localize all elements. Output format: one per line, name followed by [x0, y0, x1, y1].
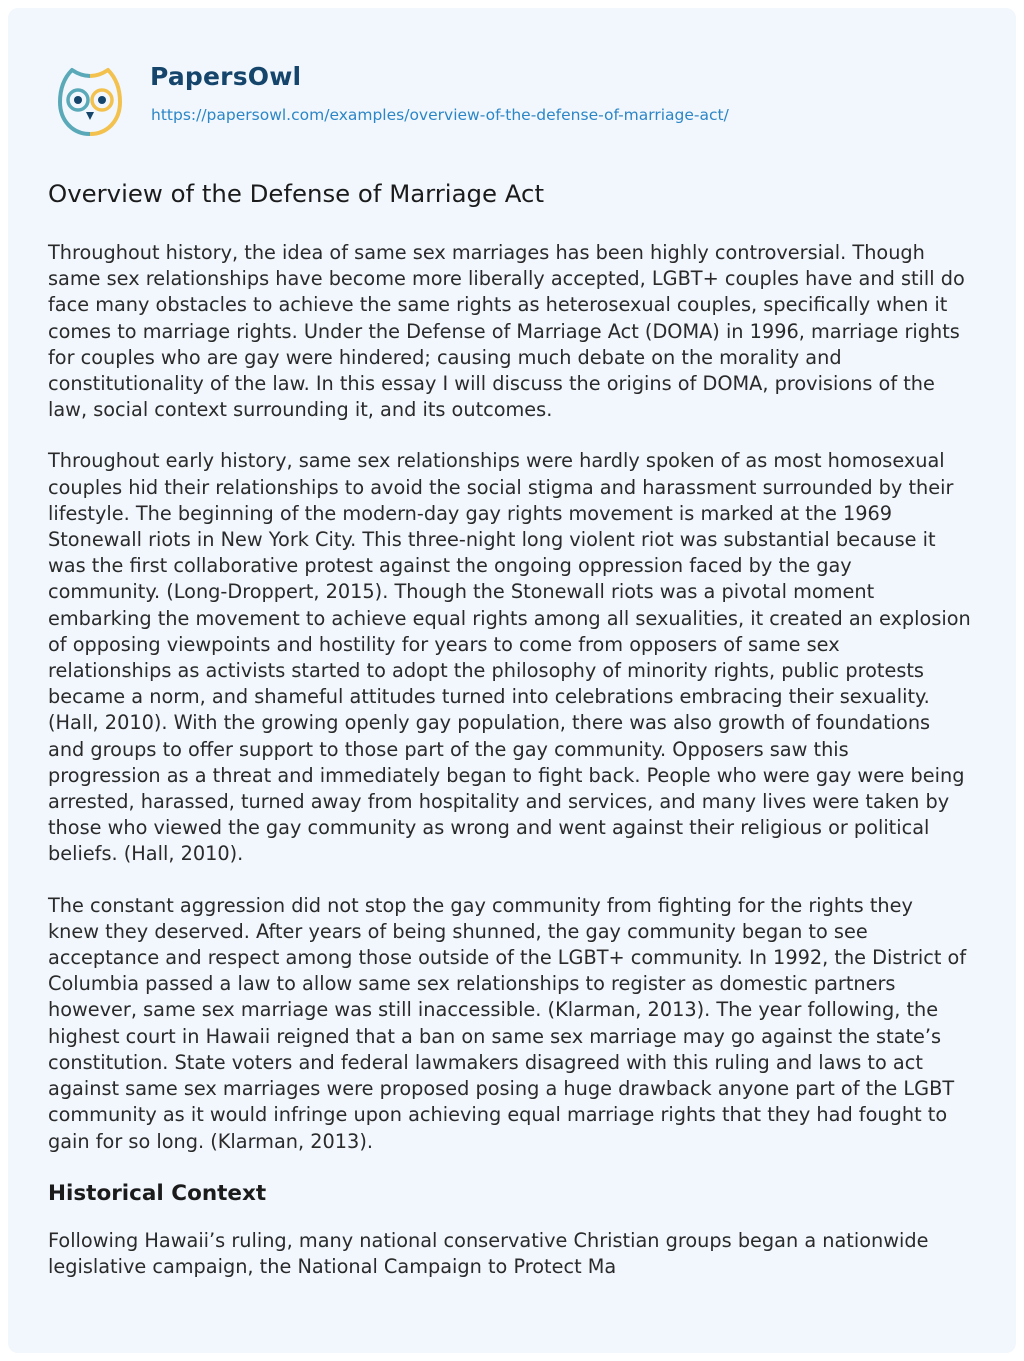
paragraph-line: constitutionality of the law. In this essay I will discuss the origins of DOMA, provisions of the — [48, 372, 935, 396]
paragraph-3 — [48, 893, 988, 1155]
paragraph-line: The constant aggression did not stop the gay community from fighting for the rights they — [48, 893, 913, 917]
paragraph-line: highest court in Hawaii reigned that a ban on same sex marriage may go against the state’s — [48, 1024, 942, 1048]
paragraph-line: became a norm, and shameful attitudes turned into celebrations embracing their sexuality. — [48, 685, 930, 709]
paragraph-line: beliefs. (Hall, 2010). — [48, 842, 244, 866]
paragraph-line: Columbia passed a law to allow same sex relationships to register as domestic partners — [48, 972, 896, 996]
paragraph-2 — [48, 448, 988, 867]
paragraph-line: progression as a threat and immediately began to fight back. People who were gay were being — [48, 763, 965, 787]
paragraph-line: constitution. State voters and federal lawmakers disagreed with this ruling and laws to act — [48, 1050, 923, 1074]
page-title: Overview of the Defense of Marriage Act — [48, 179, 545, 208]
paragraph-line: face many obstacles to achieve the same rights as heterosexual couples, specifically when it — [48, 293, 948, 317]
paragraph-line: of opposing viewpoints and hostility for years to come from opposers of same sex — [48, 632, 840, 656]
paragraph-line: lifestyle. The beginning of the modern-day gay rights movement is marked at the 1969 — [48, 501, 893, 525]
paragraph-line: couples hid their relationships to avoid the social stigma and harassment surrounded by their — [48, 475, 954, 499]
paragraph-line: for couples who are gay were hindered; causing much debate on the morality and — [48, 345, 842, 369]
paragraph-line: acceptance and respect among those outside of the LGBT+ community. In 1992, the District of — [48, 946, 967, 970]
paragraph-line: Throughout history, the idea of same sex marriages has been highly controversial. Though — [48, 241, 925, 264]
owl-logo-icon — [50, 60, 130, 140]
paragraph-line: knew they deserved. After years of being shunned, the gay community began to see — [48, 919, 868, 943]
paragraph-line: (Hall, 2010). With the growing openly gay population, there was also growth of foundations — [48, 711, 931, 735]
paragraph-line: gain for so long. (Klarman, 2013). — [48, 1129, 373, 1153]
paragraph-1 — [48, 240, 988, 423]
paragraph-line: against same sex marriages were proposed posing a huge drawback anyone part of the LGBT — [48, 1077, 955, 1101]
site-header — [50, 60, 990, 150]
document-card — [8, 8, 1016, 1353]
paragraph-line: those who viewed the gay community as wrong and went against their religious or political — [48, 816, 930, 840]
paragraph-line: Following Hawaii’s ruling, many national conservative Christian groups began a nationwide — [48, 1228, 929, 1252]
essay-body — [48, 240, 988, 1305]
paragraph-line: comes to marriage rights. Under the Defense of Marriage Act (DOMA) in 1996, marriage rights — [48, 319, 960, 343]
paragraph-line: same sex relationships have become more liberally accepted, LGBT+ couples have and still do — [48, 267, 965, 291]
paragraph-line: community. (Long-Droppert, 2015). Though the Stonewall riots was a pivotal moment — [48, 580, 875, 604]
paragraph-line: Stonewall riots in New York City. This three-night long violent riot was substantial because it — [48, 528, 936, 552]
section-heading: Historical Context — [48, 1180, 267, 1206]
paragraph-line: legislative campaign, the National Campaign to Protect Ma — [48, 1254, 617, 1278]
paragraph-line: embarking the movement to achieve equal rights among all sexualities, it created an explosion — [48, 606, 971, 630]
paragraph-line: arrested, harassed, turned away from hospitality and services, and many lives were taken by — [48, 790, 950, 814]
paragraph-line: relationships as activists started to adopt the philosophy of minority rights, public protests — [48, 659, 924, 683]
paragraph-line: was the first collaborative protest against the ongoing oppression faced by the gay — [48, 554, 852, 578]
brand-name[interactable]: PapersOwl — [150, 62, 302, 91]
page-url-link[interactable]: https://papersowl.com/examples/overview-of-the-defense-of-marriage-act/ — [151, 106, 729, 124]
paragraph-line: and groups to offer support to those part of the gay community. Opposers saw this — [48, 737, 849, 761]
paragraph-line: Throughout early history, same sex relationships were hardly spoken of as most homosexual — [48, 449, 945, 473]
paragraph-line: community as it would infringe upon achieving equal marriage rights that they had fought to — [48, 1103, 948, 1127]
paragraph-line: however, same sex marriage was still inaccessible. (Klarman, 2013). The year following, the — [48, 998, 939, 1022]
paragraph-line: law, social context surrounding it, and its outcomes. — [48, 398, 553, 422]
paragraph-4 — [48, 1228, 988, 1280]
